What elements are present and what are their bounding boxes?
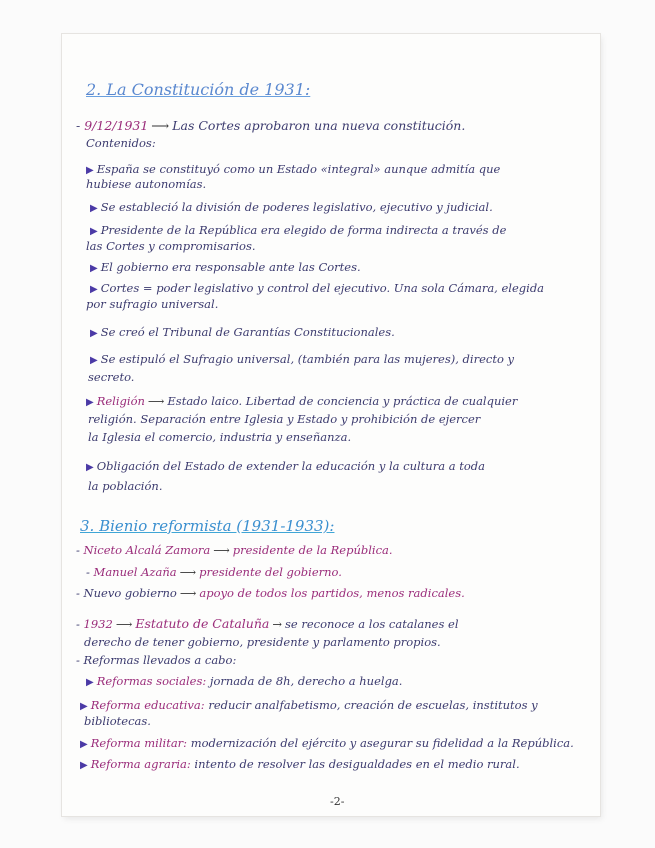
triangle-bullet-icon: ▶ — [90, 203, 98, 214]
arrow-icon: ⟶ — [115, 617, 133, 631]
list-item: ▶ El gobierno era responsable ante las Cortes. — [90, 260, 361, 274]
triangle-bullet-icon: ▶ — [86, 677, 94, 688]
estatuto-cont: derecho de tener gobierno, presidente y parlamento propios. — [84, 635, 441, 649]
triangle-bullet-icon: ▶ — [86, 462, 94, 473]
triangle-bullet-icon: ▶ — [90, 226, 98, 237]
list-item-cont: por sufragio universal. — [86, 297, 219, 311]
arrow-icon: → — [272, 617, 282, 631]
arrow-icon: ⟶ — [179, 586, 197, 600]
date-line: - 9/12/1931 ⟶ Las Cortes aprobaron una nueva constitución. — [76, 118, 466, 133]
estatuto-line: - 1932 ⟶ Estatuto de Cataluña → se reconoce a los catalanes el — [76, 616, 459, 631]
arrow-icon: ⟶ — [147, 394, 165, 408]
list-item-cont: la población. — [88, 479, 163, 493]
list-item: ▶ Presidente de la República era elegido de forma indirecta a través de — [90, 223, 507, 237]
list-item: ▶ Se estableció la división de poderes legislativo, ejecutivo y judicial. — [90, 200, 493, 214]
list-item-religion: ▶ Religión ⟶ Estado laico. Libertad de conciencia y práctica de cualquier — [86, 394, 518, 408]
list-item-cont: hubiese autonomías. — [86, 177, 207, 191]
list-item: ▶ Obligación del Estado de extender la educación y la cultura a toda — [86, 459, 485, 473]
list-item-cont: la Iglesia el comercio, industria y enseñanza. — [88, 430, 352, 444]
triangle-bullet-icon: ▶ — [90, 355, 98, 366]
list-item: ▶ Cortes = poder legislativo y control del ejecutivo. Una sola Cámara, elegida — [90, 281, 545, 295]
person-line: - Manuel Azaña ⟶ presidente del gobierno. — [86, 565, 342, 579]
list-item: ▶ Se estipuló el Sufragio universal, (también para las mujeres), directo y — [90, 352, 515, 366]
reforma-item: ▶ Reforma agraria: intento de resolver las desigualdades en el medio rural. — [80, 757, 520, 771]
list-item-cont: secreto. — [88, 370, 135, 384]
triangle-bullet-icon: ▶ — [86, 165, 94, 176]
list-item: ▶ España se constituyó como un Estado «integral» aunque admitía que — [86, 162, 501, 176]
arrow-icon: ⟶ — [179, 565, 197, 579]
arrow-icon: ⟶ — [213, 543, 230, 557]
list-item: ▶ Se creó el Tribunal de Garantías Constitucionales. — [90, 325, 395, 339]
list-item-cont: religión. Separación entre Iglesia y Estado y prohibición de ejercer — [88, 412, 481, 426]
list-item-cont: las Cortes y compromisarios. — [86, 239, 256, 253]
triangle-bullet-icon: ▶ — [90, 284, 98, 295]
arrow-icon: ⟶ — [151, 118, 170, 133]
date: 9/12/1931 — [84, 118, 149, 133]
triangle-bullet-icon: ▶ — [80, 739, 88, 750]
reforma-item: ▶ Reforma educativa: reducir analfabetismo, creación de escuelas, institutos y — [80, 698, 538, 712]
triangle-bullet-icon: ▶ — [90, 263, 98, 274]
reforma-item: ▶ Reformas sociales: jornada de 8h, derecho a huelga. — [86, 674, 403, 688]
person-line: - Niceto Alcalá Zamora ⟶ presidente de la República. — [76, 543, 393, 557]
triangle-bullet-icon: ▶ — [86, 397, 94, 408]
page-number: -2- — [330, 795, 345, 808]
reforma-item: ▶ Reforma militar: modernización del ejército y asegurar su fidelidad a la República. — [80, 736, 574, 750]
section-title-constitucion: 2. La Constitución de 1931: — [86, 80, 311, 99]
person-line: - Nuevo gobierno ⟶ apoyo de todos los partidos, menos radicales. — [76, 586, 465, 600]
triangle-bullet-icon: ▶ — [80, 701, 88, 712]
triangle-bullet-icon: ▶ — [80, 760, 88, 771]
date-text: Las Cortes aprobaron una nueva constitución. — [172, 118, 466, 133]
contenidos-label: Contenidos: — [86, 136, 156, 150]
notebook-page — [62, 34, 600, 816]
section-title-bienio: 3. Bienio reformista (1931-1933): — [80, 517, 335, 535]
reforma-cont: bibliotecas. — [84, 714, 151, 728]
reformas-intro: - Reformas llevados a cabo: — [76, 653, 237, 667]
triangle-bullet-icon: ▶ — [90, 328, 98, 339]
